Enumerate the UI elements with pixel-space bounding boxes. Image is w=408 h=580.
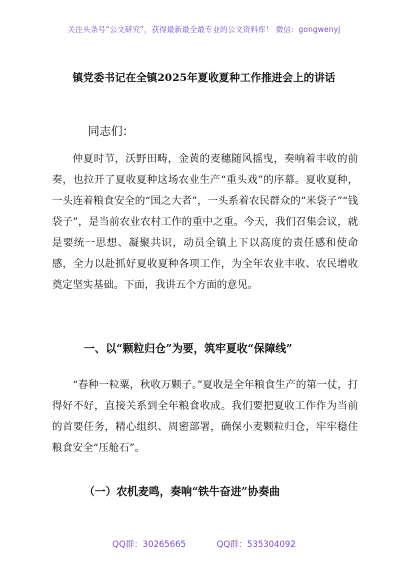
header-banner: 关注头条号“公文研究”，获得最新最全最专业的公文资料库！ 微信：gongwenyj [67,25,341,34]
salutation: 同志们： [88,124,134,138]
footer-qq-group-right: QQ群：535304092 [216,540,296,550]
section-heading: 一、以“颗粒归仓”为要，筑牢夏收“保障线” [84,342,293,355]
body-paragraph: 仲夏时节，沃野田畴，金黄的麦穗随风摇曳，奏响着丰收的前奏，也拉开了夏收夏种这场农业生产“重头戏”的序幕。夏收夏种，一头连着粮食安全的“国之大者”，一头系着农民群众的“米袋子”“钱袋子”，是当前农业农村工作的重中之重。今天，我们召集会议，就是要统一思想、凝聚共识，动员全镇上下以高度的责任感和使命感，全力以赴抓好夏收夏种各项工作，为全年农业丰收、农民增收奠定坚实基础。下面，我讲五个方面的意见。 [52,153,358,291]
document-title: 镇党委书记在全镇2025年夏收夏种工作推进会上的讲话 [72,72,336,84]
footer [0,538,408,550]
footer-qq-group-left: QQ群：30265665 [112,540,186,550]
subsection-heading: （一）农机麦鸣，奏响“铁牛奋进”协奏曲 [84,485,280,498]
body-paragraph: “春种一粒粟，秋收万颗子。”夏收是全年粮食生产的第一仗，打得好不好，直接关系到全年粮食收成。我们要把夏收工作作为当前的首要任务，精心组织、周密部署，确保小麦颗粒归仓，牢牢稳住粮食安全“压舱石”。 [52,379,358,454]
